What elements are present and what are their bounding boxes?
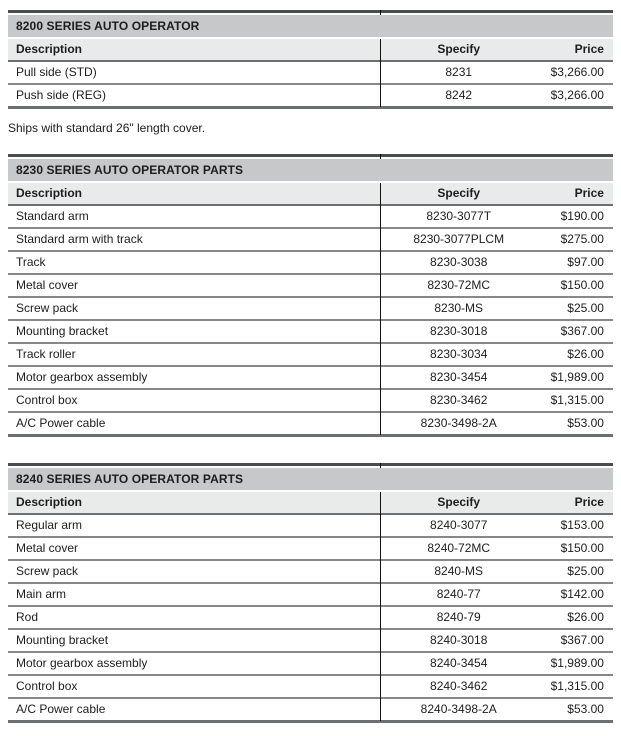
- table-top-border: [8, 10, 613, 13]
- cell-specify: 8230-72MC: [427, 278, 491, 292]
- column-header-specify: Specify: [437, 495, 481, 509]
- cell-price: $150.00: [560, 541, 604, 555]
- cell-description: Screw pack: [16, 564, 79, 578]
- cell-specify: 8240-3498-2A: [420, 702, 497, 716]
- cell-description: Metal cover: [16, 278, 79, 292]
- cell-price: $53.00: [567, 702, 604, 716]
- cell-description: Track roller: [16, 347, 76, 361]
- table-row: [8, 229, 613, 250]
- column-header-row: [8, 492, 613, 513]
- cell-specify: 8230-3462: [430, 393, 488, 407]
- cell-description: Screw pack: [16, 301, 79, 315]
- table-row: [8, 413, 613, 434]
- table-row: [8, 538, 613, 559]
- cell-specify: 8240-72MC: [427, 541, 491, 555]
- table-row: [8, 85, 613, 106]
- cell-price: $26.00: [567, 610, 604, 624]
- cell-price: $1,989.00: [550, 656, 604, 670]
- cell-description: Standard arm with track: [16, 232, 143, 246]
- table-row: [8, 367, 613, 388]
- table-row: [8, 653, 613, 674]
- cell-price: $1,989.00: [550, 370, 604, 384]
- table-row: [8, 561, 613, 582]
- cell-description: Regular arm: [16, 518, 83, 532]
- cell-specify: 8230-3034: [430, 347, 488, 361]
- cell-price: $142.00: [560, 587, 604, 601]
- cell-specify: 8240-3018: [430, 633, 488, 647]
- cell-price: $53.00: [567, 416, 604, 430]
- cell-price: $25.00: [567, 564, 604, 578]
- cell-description: Mounting bracket: [16, 324, 109, 338]
- table-title: 8240 SERIES AUTO OPERATOR PARTS: [8, 468, 613, 490]
- cell-price: $26.00: [567, 347, 604, 361]
- table-row: [8, 630, 613, 651]
- table-row: [8, 206, 613, 227]
- table-row: [8, 321, 613, 342]
- column-header-row: [8, 39, 613, 60]
- table-title: 8200 SERIES AUTO OPERATOR: [8, 15, 613, 37]
- table-bottom-border: [8, 720, 613, 723]
- cell-price: $150.00: [560, 278, 604, 292]
- cell-price: $367.00: [560, 324, 604, 338]
- cell-price: $3,266.00: [550, 88, 604, 102]
- table-8230-series-auto-operator-parts: [8, 154, 613, 437]
- table-8240-series-auto-operator-parts: [8, 463, 613, 723]
- table-row: [8, 252, 613, 273]
- cell-specify: 8240-3077: [430, 518, 488, 532]
- table-top-border: [8, 463, 613, 466]
- column-divider-tick: [380, 463, 381, 468]
- cell-price: $1,315.00: [550, 393, 604, 407]
- column-header-specify: Specify: [437, 42, 481, 56]
- column-header-price: Price: [574, 42, 604, 56]
- column-divider-tick: [380, 154, 381, 159]
- cell-description: Mounting bracket: [16, 633, 109, 647]
- cell-specify: 8230-MS: [434, 301, 484, 315]
- cell-price: $3,266.00: [550, 65, 604, 79]
- cell-price: $25.00: [567, 301, 604, 315]
- cell-price: $1,315.00: [550, 679, 604, 693]
- column-divider: [380, 39, 381, 107]
- table-row: [8, 298, 613, 319]
- cell-description: A/C Power cable: [16, 702, 106, 716]
- cell-specify: 8240-3462: [430, 679, 488, 693]
- cell-description: Control box: [16, 679, 78, 693]
- cell-specify: 8231: [445, 65, 473, 79]
- table-bottom-border: [8, 434, 613, 437]
- cell-description: Pull side (STD): [16, 65, 97, 79]
- cell-specify: 8240-79: [436, 610, 481, 624]
- column-header-description: Description: [16, 42, 83, 56]
- cell-specify: 8230-3038: [430, 255, 488, 269]
- cell-price: $367.00: [560, 633, 604, 647]
- shipping-note: Ships with standard 26" length cover.: [8, 121, 206, 135]
- column-header-specify: Specify: [437, 186, 481, 200]
- table-row: [8, 275, 613, 296]
- column-header-description: Description: [16, 495, 83, 509]
- table-8200-series-auto-operator: [8, 10, 613, 109]
- table-row: [8, 607, 613, 628]
- cell-specify: 8230-3454: [430, 370, 488, 384]
- table-row: [8, 676, 613, 697]
- cell-specify: 8230-3018: [430, 324, 488, 338]
- table-bottom-border: [8, 106, 613, 109]
- cell-specify: 8230-3077PLCM: [413, 232, 505, 246]
- cell-description: Push side (REG): [16, 88, 107, 102]
- cell-description: Motor gearbox assembly: [16, 656, 148, 670]
- cell-description: Standard arm: [16, 209, 89, 223]
- cell-description: Motor gearbox assembly: [16, 370, 148, 384]
- cell-description: Rod: [16, 610, 39, 624]
- cell-specify: 8240-3454: [430, 656, 488, 670]
- cell-description: Metal cover: [16, 541, 79, 555]
- column-header-price: Price: [574, 495, 604, 509]
- cell-price: $97.00: [567, 255, 604, 269]
- cell-description: A/C Power cable: [16, 416, 106, 430]
- column-header-price: Price: [574, 186, 604, 200]
- column-divider: [380, 183, 381, 435]
- cell-specify: 8242: [445, 88, 473, 102]
- table-title: 8230 SERIES AUTO OPERATOR PARTS: [8, 159, 613, 181]
- table-row: [8, 344, 613, 365]
- column-divider-tick: [380, 10, 381, 15]
- cell-description: Control box: [16, 393, 78, 407]
- table-row: [8, 515, 613, 536]
- table-top-border: [8, 154, 613, 157]
- cell-specify: 8230-3077T: [426, 209, 492, 223]
- cell-specify: 8240-77: [436, 587, 481, 601]
- cell-description: Main arm: [16, 587, 67, 601]
- cell-description: Track: [16, 255, 46, 269]
- table-row: [8, 584, 613, 605]
- cell-specify: 8240-MS: [434, 564, 484, 578]
- table-row: [8, 390, 613, 411]
- table-row: [8, 62, 613, 83]
- cell-price: $153.00: [560, 518, 604, 532]
- cell-price: $275.00: [560, 232, 604, 246]
- cell-specify: 8230-3498-2A: [420, 416, 497, 430]
- column-header-row: [8, 183, 613, 204]
- column-divider: [380, 492, 381, 721]
- column-header-description: Description: [16, 186, 83, 200]
- table-row: [8, 699, 613, 720]
- cell-price: $190.00: [560, 209, 604, 223]
